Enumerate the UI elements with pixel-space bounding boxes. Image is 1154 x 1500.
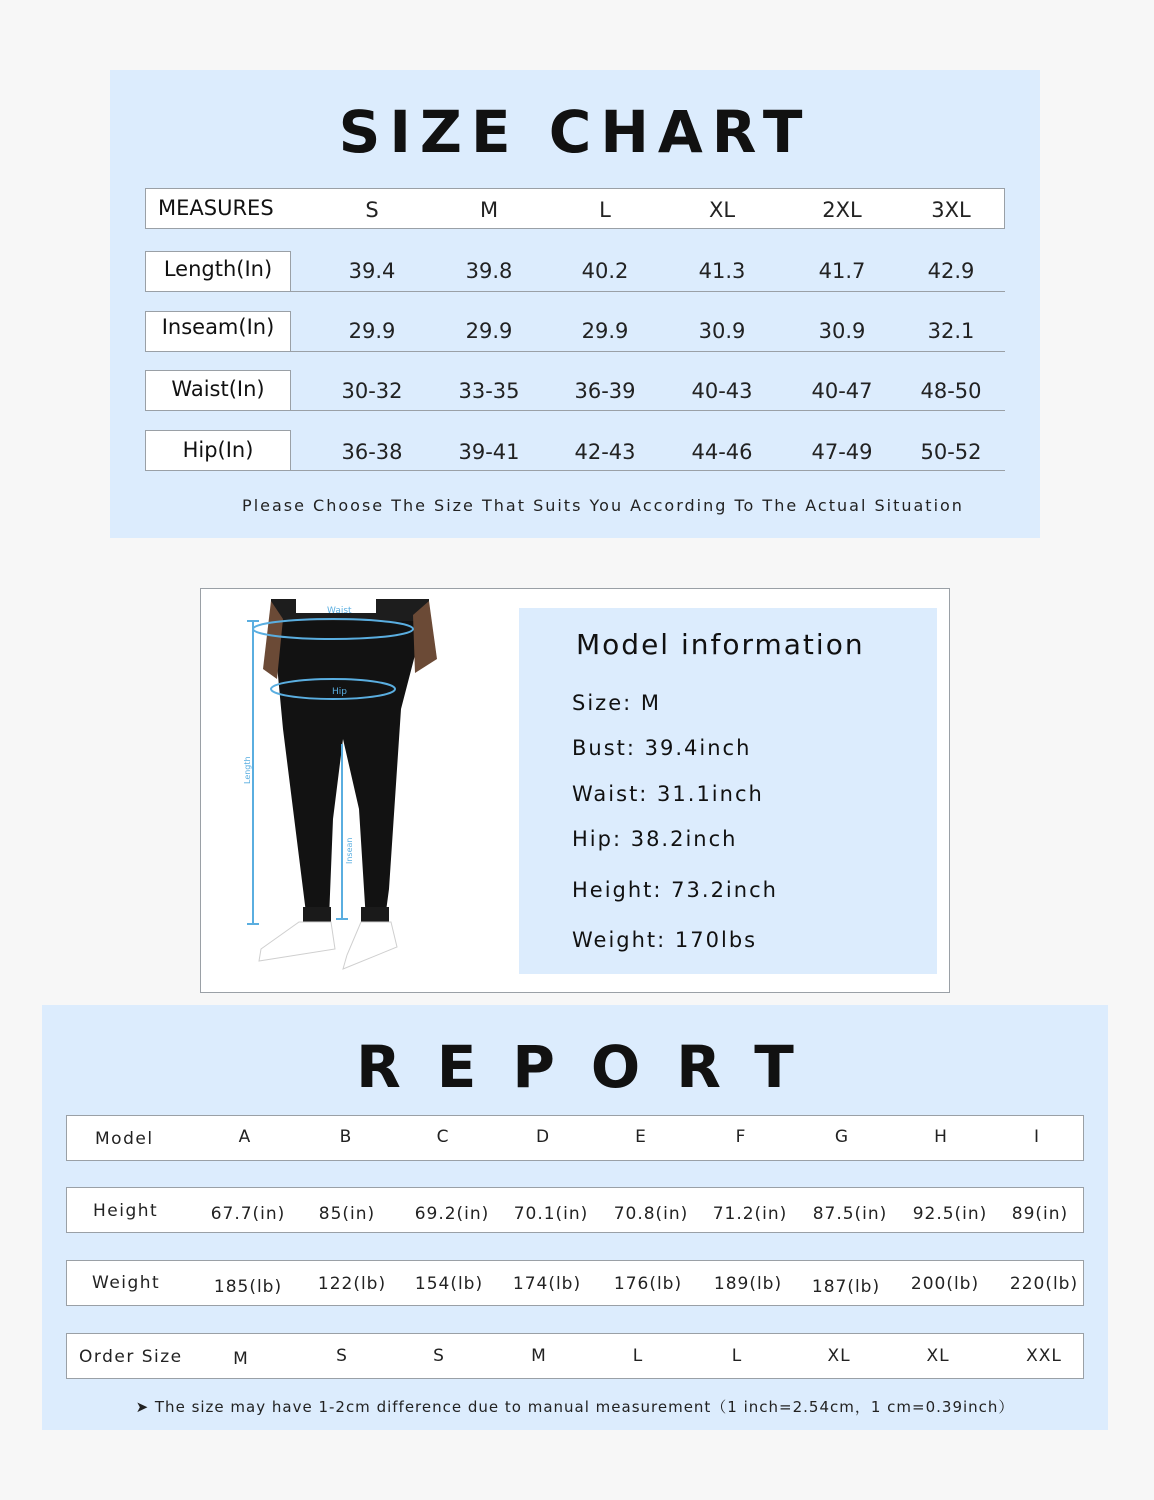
row-label-hip: Hip(In) bbox=[182, 438, 254, 462]
table-cell: 41.7 bbox=[818, 259, 866, 283]
hip-label: Hip bbox=[332, 687, 347, 697]
table-cell: 39.8 bbox=[465, 259, 513, 283]
row-divider bbox=[291, 470, 1005, 471]
model-info-size: Size: M bbox=[572, 691, 661, 715]
report-cell: G bbox=[834, 1127, 850, 1147]
report-cell: 70.1(in) bbox=[513, 1204, 589, 1224]
report-cell: 174(lb) bbox=[512, 1274, 582, 1294]
model-figure bbox=[201, 589, 501, 989]
size-col-xl: XL bbox=[708, 198, 736, 222]
report-cell: M bbox=[233, 1349, 249, 1369]
size-col-2xl: 2XL bbox=[822, 198, 862, 222]
row-divider bbox=[291, 351, 1005, 352]
report-cell: 187(lb) bbox=[811, 1277, 881, 1297]
report-cell: F bbox=[735, 1127, 747, 1147]
report-cell: M bbox=[531, 1346, 547, 1366]
model-info-bust: Bust: 39.4inch bbox=[572, 736, 752, 760]
table-cell: 36-38 bbox=[341, 440, 403, 464]
report-cell: 185(lb) bbox=[213, 1277, 283, 1297]
report-cell: H bbox=[934, 1127, 948, 1147]
report-cell: C bbox=[436, 1127, 450, 1147]
model-info-waist: Waist: 31.1inch bbox=[572, 782, 764, 806]
table-cell: 39.4 bbox=[348, 259, 396, 283]
inseam-label: Insean bbox=[345, 837, 354, 864]
report-cell: D bbox=[535, 1127, 551, 1147]
table-cell: 33-35 bbox=[458, 379, 520, 403]
report-cell: I bbox=[1033, 1127, 1040, 1147]
table-cell: 29.9 bbox=[581, 319, 629, 343]
report-cell: 122(lb) bbox=[317, 1274, 387, 1294]
table-cell: 44-46 bbox=[691, 440, 753, 464]
report-cell: S bbox=[433, 1346, 445, 1366]
report-cell: 189(lb) bbox=[713, 1274, 783, 1294]
report-cell: XL bbox=[926, 1346, 950, 1366]
table-cell: 30.9 bbox=[698, 319, 746, 343]
report-cell: 67.7(in) bbox=[210, 1204, 286, 1224]
table-cell: 42-43 bbox=[574, 440, 636, 464]
table-cell: 30-32 bbox=[341, 379, 403, 403]
report-cell: A bbox=[238, 1127, 252, 1147]
table-cell: 29.9 bbox=[465, 319, 513, 343]
report-label-order-size: Order Size bbox=[79, 1347, 183, 1367]
model-info-box bbox=[519, 608, 937, 974]
row-divider bbox=[291, 410, 1005, 411]
table-cell: 41.3 bbox=[698, 259, 746, 283]
report-cell: E bbox=[635, 1127, 647, 1147]
size-col-l: L bbox=[599, 198, 611, 222]
report-cell: 89(in) bbox=[1011, 1204, 1069, 1224]
table-cell: 36-39 bbox=[574, 379, 636, 403]
report-cell: XXL bbox=[1026, 1346, 1062, 1366]
row-divider bbox=[291, 291, 1005, 292]
report-cell: 200(lb) bbox=[910, 1274, 980, 1294]
table-cell: 48-50 bbox=[920, 379, 982, 403]
model-info-weight: Weight: 170lbs bbox=[572, 928, 758, 952]
report-cell: B bbox=[339, 1127, 353, 1147]
report-cell: 92.5(in) bbox=[912, 1204, 988, 1224]
table-cell: 50-52 bbox=[920, 440, 982, 464]
length-label: Length bbox=[243, 756, 252, 784]
report-label-model: Model bbox=[95, 1129, 154, 1149]
table-cell: 40-47 bbox=[811, 379, 873, 403]
size-col-m: M bbox=[479, 198, 499, 222]
report-cell: 176(lb) bbox=[613, 1274, 683, 1294]
model-info-title: Model information bbox=[576, 628, 865, 661]
table-cell: 40.2 bbox=[581, 259, 629, 283]
table-cell: 42.9 bbox=[927, 259, 975, 283]
report-cell: 87.5(in) bbox=[812, 1204, 888, 1224]
report-cell: XL bbox=[827, 1346, 851, 1366]
size-col-s: S bbox=[365, 198, 379, 222]
report-cell: 85(in) bbox=[318, 1204, 376, 1224]
table-cell: 32.1 bbox=[927, 319, 975, 343]
waist-label: Waist bbox=[327, 606, 352, 616]
report-cell: L bbox=[632, 1346, 644, 1366]
model-info-hip: Hip: 38.2inch bbox=[572, 827, 738, 851]
table-cell: 30.9 bbox=[818, 319, 866, 343]
report-cell: 220(lb) bbox=[1009, 1274, 1079, 1294]
row-label-length: Length(In) bbox=[163, 257, 273, 281]
table-cell: 47-49 bbox=[811, 440, 873, 464]
size-chart-note: Please Choose The Size That Suits You According To The Actual Situation bbox=[242, 496, 964, 515]
table-cell: 29.9 bbox=[348, 319, 396, 343]
size-chart-panel bbox=[110, 70, 1040, 538]
report-panel bbox=[42, 1005, 1108, 1430]
report-label-weight: Weight bbox=[92, 1273, 161, 1293]
report-cell: 154(lb) bbox=[414, 1274, 484, 1294]
size-col-3xl: 3XL bbox=[931, 198, 971, 222]
row-label-waist: Waist(In) bbox=[171, 377, 265, 401]
report-title: REPORT bbox=[356, 1033, 830, 1101]
model-info-height: Height: 73.2inch bbox=[572, 878, 778, 902]
report-cell: L bbox=[731, 1346, 743, 1366]
table-cell: 40-43 bbox=[691, 379, 753, 403]
report-cell: 71.2(in) bbox=[712, 1204, 788, 1224]
report-note: ➤ The size may have 1-2cm difference due to manual measurement（1 inch=2.54cm，1 cm=0.39inch） bbox=[135, 1398, 1015, 1416]
report-cell: 69.2(in) bbox=[414, 1204, 490, 1224]
size-chart-title: SIZE CHART bbox=[338, 98, 812, 166]
table-cell: 39-41 bbox=[458, 440, 520, 464]
report-cell: 70.8(in) bbox=[613, 1204, 689, 1224]
measures-header: MEASURES bbox=[158, 196, 274, 220]
report-cell: S bbox=[336, 1346, 348, 1366]
report-label-height: Height bbox=[93, 1201, 159, 1221]
row-label-inseam: Inseam(In) bbox=[161, 315, 275, 339]
